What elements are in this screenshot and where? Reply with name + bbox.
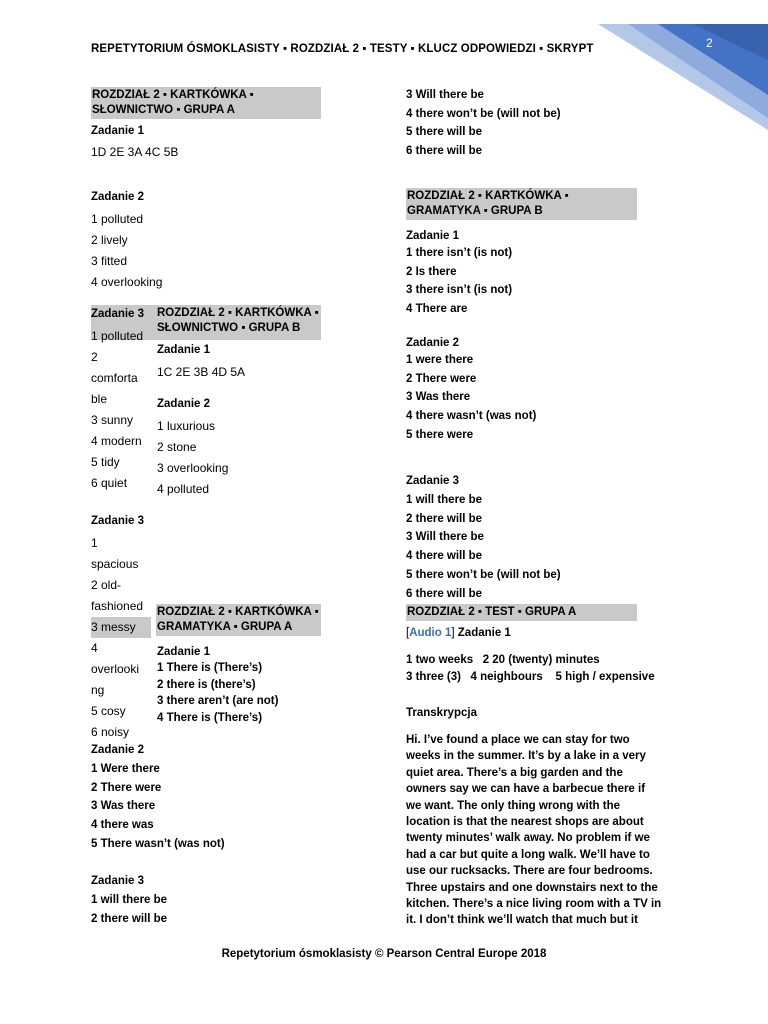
list-item: 1 Were there bbox=[91, 763, 160, 775]
list-item: 5 there will be bbox=[406, 126, 483, 139]
list-item: 4 bbox=[91, 641, 98, 655]
list-item: 2 there is (there’s) bbox=[157, 678, 256, 691]
section-title-slownictwo-a: ROZDZIAŁ 2 ▪ KARTKÓWKA ▪ SŁOWNICTWO ▪ GRUPA A bbox=[91, 87, 321, 119]
list-item: 1 There is (There’s) bbox=[157, 662, 263, 674]
answer-list bbox=[91, 326, 143, 494]
list-item: 4 there was bbox=[91, 819, 154, 832]
list-item: 6 there will be bbox=[406, 145, 483, 158]
answer-list bbox=[91, 533, 151, 743]
list-item: 1 polluted bbox=[91, 329, 144, 343]
transcript-line: quiet area. There’s a big garden and the bbox=[406, 766, 623, 779]
transcript-line: had a car but quite a long walk. We’ll have to bbox=[406, 848, 650, 861]
bracket-close: ] bbox=[451, 627, 455, 639]
answer-list bbox=[91, 760, 225, 854]
list-item: 3 fitted bbox=[91, 254, 128, 268]
zadanie-label: Zadanie 1 bbox=[91, 125, 145, 137]
list-item: 5 cosy bbox=[91, 704, 126, 718]
list-item: ng bbox=[91, 683, 105, 697]
list-item: 1 will there be bbox=[406, 494, 483, 506]
answer-list bbox=[91, 209, 162, 293]
transcript-line: twenty minutes’ walk away. No problem if we bbox=[406, 832, 650, 845]
zadanie-label: Zadanie 2 bbox=[157, 398, 211, 410]
transcript-line: use our rucksacks. There are four bedrooms. bbox=[406, 865, 653, 878]
zadanie-label: Zadanie 1 bbox=[157, 646, 211, 658]
answer-line: 1C 2E 3B 4D 5A bbox=[157, 365, 246, 379]
list-item: 3 there aren’t (are not) bbox=[157, 695, 279, 707]
list-item: 2 old- bbox=[91, 578, 122, 592]
answer-list bbox=[157, 660, 278, 726]
list-item: fashioned bbox=[91, 599, 144, 613]
transcript-line: Three upstairs and one downstairs next to the bbox=[406, 881, 658, 894]
list-item: comforta bbox=[91, 371, 138, 385]
audio-zadanie-line bbox=[406, 625, 511, 642]
answer-line: 1D 2E 3A 4C 5B bbox=[91, 145, 179, 159]
list-item: 2 There were bbox=[91, 781, 162, 794]
list-item: 4 There is (There’s) bbox=[157, 711, 263, 724]
list-item: 1 bbox=[91, 536, 98, 550]
zadanie-label: Zadanie 2 bbox=[406, 337, 460, 349]
answer-list bbox=[406, 351, 536, 445]
list-item: 4 modern bbox=[91, 434, 142, 448]
answer-list bbox=[157, 416, 228, 500]
zadanie-label: Zadanie 3 bbox=[91, 515, 145, 527]
list-item: 3 overlooking bbox=[157, 461, 229, 475]
list-item: 5 there won’t be (will not be) bbox=[406, 568, 561, 581]
list-item: 3 Will there be bbox=[406, 531, 484, 544]
section-title-test-a: ROZDZIAŁ 2 ▪ TEST ▪ GRUPA A bbox=[406, 604, 637, 621]
list-item: overlooki bbox=[91, 662, 140, 676]
list-item: 5 tidy bbox=[91, 455, 120, 469]
transcript-line: it. I don’t think we’ll watch that much but it bbox=[406, 914, 638, 927]
transcript-line: owners say we can have a barbecue there if bbox=[406, 783, 646, 796]
transcript-line: location is that the nearest shops are about bbox=[406, 816, 644, 829]
list-item: 5 There wasn’t (was not) bbox=[91, 837, 225, 850]
transcript-line: we want. The only thing wrong with the bbox=[406, 799, 621, 812]
page-footer: Repetytorium ósmoklasisty © Pearson Central Europe 2018 bbox=[221, 948, 547, 960]
list-item: 5 there were bbox=[406, 428, 474, 441]
list-item: 3 messy bbox=[91, 617, 151, 638]
answer-list bbox=[91, 891, 167, 928]
zadanie-label: Zadanie 3 bbox=[406, 475, 460, 487]
list-item: 1 there isn’t (is not) bbox=[406, 247, 513, 259]
list-item: 2 there will be bbox=[91, 912, 168, 925]
transcript-label: Transkrypcja bbox=[406, 707, 477, 719]
transcript-line: weeks in the summer. It’s by a lake in a very bbox=[406, 750, 646, 763]
page-header: REPETYTORIUM ÓSMOKLASISTY ▪ ROZDZIAŁ 2 ▪ TESTY ▪ KLUCZ ODPOWIEDZI ▪ SKRYPT bbox=[91, 43, 594, 55]
corner-decoration bbox=[598, 0, 768, 130]
zadanie-label: Zadanie 2 bbox=[91, 191, 145, 203]
zadanie-label: Zadanie 3 bbox=[91, 308, 145, 320]
list-item: 3 there isn’t (is not) bbox=[406, 284, 513, 297]
zadanie-label: Zadanie 3 bbox=[91, 875, 145, 887]
list-item: 3 sunny bbox=[91, 413, 134, 427]
list-item: 2 lively bbox=[91, 233, 128, 247]
list-item: 2 there will be bbox=[406, 512, 483, 525]
list-item: 6 quiet bbox=[91, 476, 128, 490]
answer-list bbox=[406, 86, 561, 161]
list-item: 1 will there be bbox=[91, 894, 168, 906]
list-item: 2 There were bbox=[406, 372, 477, 385]
section-title-gramatyka-b: ROZDZIAŁ 2 ▪ KARTKÓWKA ▪ GRAMATYKA ▪ GRUPA B bbox=[406, 188, 637, 220]
section-title-slownictwo-b: ROZDZIAŁ 2 ▪ KARTKÓWKA ▪ SŁOWNICTWO ▪ GRUPA B bbox=[157, 307, 319, 334]
list-item: 2 Is there bbox=[406, 265, 457, 278]
page-number: 2 bbox=[706, 36, 713, 50]
list-item: 4 there will be bbox=[406, 550, 483, 563]
transcript-line: kitchen. There’s a nice living room with a TV in bbox=[406, 898, 662, 911]
zadanie-label: Zadanie 1 bbox=[406, 230, 460, 242]
list-item: 4 There are bbox=[406, 303, 468, 316]
list-item: 1 polluted bbox=[91, 212, 144, 226]
transcript-line: Hi. I’ve found a place we can stay for two bbox=[406, 734, 630, 746]
list-item: 1 were there bbox=[406, 354, 474, 366]
list-item: 4 there wasn’t (was not) bbox=[406, 410, 537, 423]
answer-list bbox=[406, 244, 512, 319]
list-item: 4 there won’t be (will not be) bbox=[406, 107, 561, 120]
answer-list bbox=[406, 491, 561, 603]
zadanie-label: Zadanie 1 bbox=[454, 627, 511, 639]
list-item: 3 Was there bbox=[91, 800, 156, 813]
list-item: 3 Was there bbox=[406, 391, 471, 404]
zadanie-label: Zadanie 1 bbox=[157, 344, 211, 356]
answer-line: 1 two weeks 2 20 (twenty) minutes bbox=[406, 654, 600, 666]
section-title-gramatyka-a: ROZDZIAŁ 2 ▪ KARTKÓWKA ▪ GRAMATYKA ▪ GRUPA A bbox=[156, 604, 321, 636]
list-item: 2 stone bbox=[157, 440, 197, 454]
transcript-text bbox=[406, 732, 681, 929]
list-item: spacious bbox=[91, 557, 139, 571]
list-item: 3 Will there be bbox=[406, 89, 484, 101]
audio-link[interactable]: Audio 1 bbox=[409, 627, 452, 639]
answer-line: 3 three (3) 4 neighbours 5 high / expensive bbox=[406, 671, 655, 683]
zadanie-label: Zadanie 2 bbox=[91, 744, 145, 756]
list-item: 2 bbox=[91, 350, 98, 364]
list-item: 4 polluted bbox=[157, 482, 210, 496]
list-item: 6 there will be bbox=[406, 587, 483, 600]
list-item: 6 noisy bbox=[91, 725, 130, 739]
list-item: 4 overlooking bbox=[91, 275, 163, 289]
list-item: 1 luxurious bbox=[157, 419, 216, 433]
list-item: ble bbox=[91, 392, 108, 406]
bracket-open: [ bbox=[406, 627, 410, 639]
